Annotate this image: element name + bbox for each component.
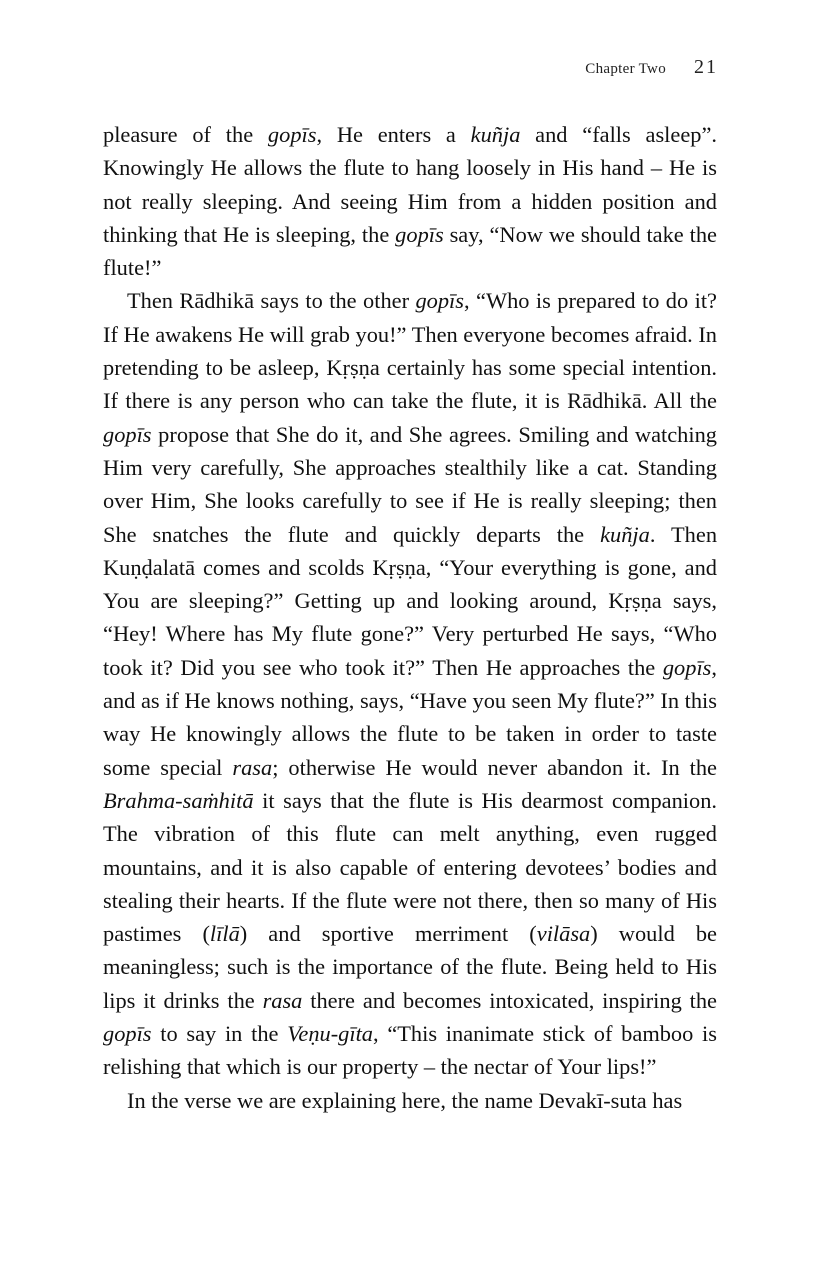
italic-term: rasa	[232, 754, 273, 780]
paragraph	[103, 284, 717, 1083]
text-run: there and becomes intoxicated, inspiring the	[302, 987, 717, 1013]
italic-term: gopīs	[415, 288, 464, 314]
paragraph	[103, 1084, 717, 1117]
page-number: 21	[694, 56, 718, 78]
text-run: it says that the flute is His dearmost companion. The vibration of this flute can melt anything, even rugged mountains, and it is also capable of entering devotees’ bodies and stealing their hearts. If the flute were not there, then so many of His pastimes (	[103, 787, 717, 947]
text-run: ) would be meaningless; such is the importance of the flute. Being held to His lips it drinks the	[103, 921, 717, 1013]
text-run: , and as if He knows nothing, says, “Have you seen My flute?” In this way He knowingly allows the flute to be taken in order to taste some special	[103, 654, 717, 780]
italic-term: vilāsa	[536, 921, 591, 947]
text-run: ) and sportive merriment (	[239, 921, 537, 947]
text-run: , “This inanimate stick of bamboo is relishing that which is our property – the nectar of Your lips!”	[103, 1021, 717, 1080]
italic-term: gopīs	[662, 654, 712, 680]
text-run: In the verse we are explaining here, the name Devakī-suta has	[127, 1087, 683, 1113]
text-run: to say in the	[151, 1021, 288, 1047]
italic-term: gopīs	[267, 122, 317, 147]
italic-term: līlā	[209, 921, 240, 947]
text-run: say, “Now we should take the flute!”	[103, 221, 717, 281]
italic-term: kuñja	[470, 122, 521, 147]
text-run: pleasure of the	[103, 122, 268, 147]
italic-term: gopīs	[395, 221, 444, 247]
text-run: Then Rādhikā says to the other	[127, 288, 416, 314]
text-run: propose that She do it, and She agrees. Smiling and watching Him very carefully, She approaches stealthily like a cat. Standing over Him, She looks carefully to see if He is really sleeping; then She snatches the flute and quickly departs the	[103, 421, 717, 547]
text-run: and “falls asleep”. Knowingly He allows the flute to hang loosely in His hand – He is not really sleeping. And seeing Him from a hidden position and thinking that He is sleeping, the	[103, 122, 717, 247]
italic-term: rasa	[262, 987, 303, 1013]
text-run: . Then Kuṇḍalatā comes and scolds Kṛṣṇa, “Your everything is gone, and You are sleeping?” Getting up and looking around, Kṛṣṇa says, “Hey! Where has My flute gone?” Very perturbed He says, “Who took it? Did you see who took it?” Then He approaches the	[103, 521, 718, 680]
chapter-title: Chapter Two	[585, 61, 666, 77]
italic-term: kuñja	[600, 521, 650, 547]
running-header	[585, 56, 718, 79]
body-text	[103, 118, 717, 1117]
text-run: ; otherwise He would never abandon it. In the	[272, 754, 717, 780]
italic-term: gopīs	[103, 421, 152, 447]
italic-term: gopīs	[103, 1021, 152, 1047]
paragraph	[103, 118, 717, 284]
text-run: , “Who is prepared to do it? If He awakens He will grab you!” Then everyone becomes afraid. In pretending to be asleep, Kṛṣṇa certainly has some special intention. If there is any person who can take the flute, it is Rādhikā. All the	[103, 288, 717, 414]
text-run: , He enters a	[316, 122, 471, 147]
italic-term: Veṇu-gīta	[287, 1021, 373, 1047]
italic-term: Brahma-saṁhitā	[103, 787, 254, 813]
